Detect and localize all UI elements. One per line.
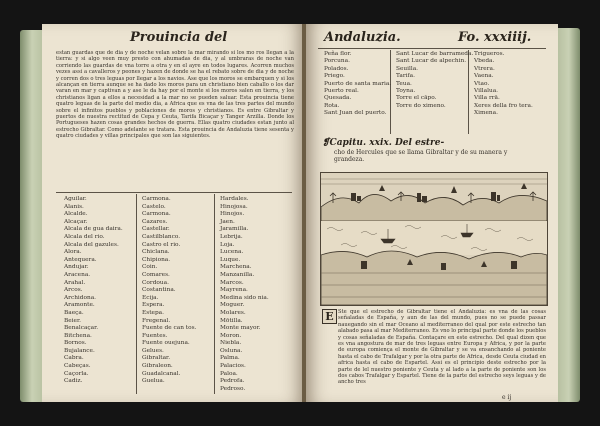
town-name: Costantina.: [142, 287, 176, 294]
town-name: Mōtilla.: [220, 317, 243, 324]
town-name: Vbeda.: [474, 58, 495, 65]
town-name: Carmona.: [142, 211, 171, 218]
town-column: [474, 51, 533, 118]
town-name: Castilblanco.: [142, 233, 181, 240]
town-name: Puerto de santa maria.: [324, 80, 392, 87]
town-name: Fuente de can tos.: [142, 325, 197, 332]
left-page: [42, 24, 304, 402]
town-name: Aracena.: [64, 271, 91, 278]
town-column: [64, 196, 123, 386]
town-name: Cabeças.: [64, 363, 91, 370]
town-name: Toyna.: [396, 88, 416, 95]
town-name: Bujalance.: [64, 347, 95, 354]
left-running-header: Prouincia del: [130, 30, 228, 45]
town-column: [142, 196, 196, 386]
town-name: Villa rrā.: [474, 95, 500, 102]
town-name: Arcos.: [64, 287, 83, 294]
town-name: Molares.: [220, 309, 246, 316]
signature-mark: e ij: [502, 394, 512, 401]
town-name: Castellar.: [142, 226, 170, 233]
town-name: Vaena.: [474, 73, 494, 80]
town-name: Castro el rio.: [142, 241, 181, 248]
town-name: Ximena.: [474, 110, 498, 117]
town-name: Cazares.: [142, 218, 168, 225]
town-name: Alcala del gazules.: [64, 241, 119, 248]
town-name: Fregenal.: [142, 317, 171, 324]
town-name: Antequera.: [64, 256, 97, 263]
town-name: Hinojos.: [220, 211, 245, 218]
table-top-rule: [56, 192, 292, 193]
town-name: Cordoua.: [142, 279, 169, 286]
town-name: Caçorla.: [64, 370, 89, 377]
town-name: Moron.: [220, 332, 242, 339]
town-name: Alora.: [64, 249, 82, 256]
town-name: Cadiz.: [64, 378, 83, 385]
drop-cap: E: [322, 309, 337, 324]
town-name: Alcala de gua daira.: [64, 226, 123, 233]
town-name: Quesada.: [324, 95, 352, 102]
town-name: Archidona.: [64, 294, 97, 301]
town-name: Andujar.: [64, 264, 89, 271]
town-column: [220, 196, 269, 393]
town-name: Hinojosa.: [220, 203, 248, 210]
town-name: Coin.: [142, 264, 158, 271]
town-name: Sant Lucar de alpechin.: [396, 58, 467, 65]
town-name: Mayrena.: [220, 287, 248, 294]
town-name: Moguer.: [220, 302, 245, 309]
town-name: Espera.: [142, 302, 165, 309]
town-name: Estepa.: [142, 309, 164, 316]
table-top-rule: [318, 48, 546, 49]
town-name: Xeres della fro tera.: [474, 102, 533, 109]
town-name: Seuilla.: [396, 65, 418, 72]
town-name: Alcala del rio.: [64, 233, 105, 240]
town-name: Ecija.: [142, 294, 159, 301]
town-name: Castelo.: [142, 203, 166, 210]
left-intro-text: estan guardas que de dia y de noche velan sobre la mar mirando si los mo ros llegan a la tierra: y si algo veen muy presto con ahumadas de dia, y al umbraras de noche van corriendo las guardas de vna torre a otra y en el ayre en todos lugares. Acorren muchos vezes assi a cavalleros y peones y hazen de donde se ha el rebato sobre de dia y de noche y corren dos o tres leguas por llegar a los navios. Ase que los moros se embarquen y si los alcançan en tierra aunque se ha dado los moros para un christiano bien caballo o los dar varan en mar y captivan a y ase le da hay por el monte si los moros salen en tierra, y los christianos ligan a ellos a necesidad a la mar no se pueden saluar. Esta prouincia tiene quatro leguas de la parte del medio dia, a Africa que es vna de las tres partes del mundo sobre el infinitos pueblos y poblaciones de moros y christianos. Es entre Gibraltar y puertos de nuestra rectitud de Cepa y Ceuta, Tarifa Bicaçar y Tanger Arzilla. Donde los Portugueses hazen cosas grandes hechos de guerra. Ellas quatro ciudades estan junto al estrecho Gibraltar. Como adelante se tratara. Esta prouincia de Andaluzia tiene sesenta y quatro ciudades y villas principales que son las siguientes.: [56, 50, 294, 140]
town-name: Manzanilla.: [220, 271, 255, 278]
town-name: Chiclana.: [142, 249, 170, 256]
town-name: Pedrofa.: [220, 378, 245, 385]
open-book: [20, 14, 580, 414]
town-name: Medina sido nia.: [220, 294, 269, 301]
town-name: Lebrija.: [220, 233, 243, 240]
town-name: Marchena.: [220, 264, 252, 271]
town-name: Palacios.: [220, 363, 246, 370]
town-name: Baeça.: [64, 309, 84, 316]
town-name: Osluna.: [220, 347, 243, 354]
town-name: Arahal.: [64, 279, 86, 286]
chapter-subtitle: cho de Hercules que se llama Gibraltar y de su manera y grandeza.: [334, 149, 508, 163]
town-name: Guelua.: [142, 378, 165, 385]
town-name: Rota.: [324, 102, 340, 109]
town-name: Torre el cāpo.: [396, 95, 437, 102]
column-rule: [214, 194, 215, 394]
town-name: Comares.: [142, 271, 170, 278]
town-name: Gibraltar.: [142, 355, 171, 362]
town-name: Aguilar.: [64, 196, 87, 202]
town-column: [396, 51, 473, 110]
town-name: Vtao.: [474, 80, 490, 87]
town-name: Vtrera.: [474, 65, 495, 72]
column-rule: [136, 194, 137, 394]
town-name: Gibraleon.: [142, 363, 173, 370]
town-name: Bornos.: [64, 340, 87, 347]
town-name: Tarifa.: [396, 73, 415, 80]
town-name: Benalcaçar.: [64, 325, 99, 332]
chapter-title: ❡Capitu. xxix. Del estre-: [322, 138, 445, 148]
town-name: Porcuna.: [324, 58, 350, 65]
town-name: Palma.: [220, 355, 240, 362]
town-name: Lucena.: [220, 249, 244, 256]
town-name: Villalua.: [474, 88, 498, 95]
town-name: Alcalde.: [64, 211, 88, 218]
town-name: Loja.: [220, 241, 235, 248]
town-name: Aramonte.: [64, 302, 95, 309]
town-name: Torre do ximeno.: [396, 102, 446, 109]
right-page: [306, 24, 558, 402]
town-name: Puerto real.: [324, 88, 359, 95]
town-name: Luque.: [220, 256, 241, 263]
chapter-body-text: Ste que el estrecho de Gibraltar tiene el Andaluzia: es vna de las cosas señaladas de España, y aun de las del mundo, pues no se puede passar nauegando sin el mar Oceano al mediterraneo del qual por este estrecho tan alabado pasa al mar Mediterraneo. Es vno lo principal parte donde los pueblos y cosas señaladas de España. Contaçare en este estrecho. Del qual dizen que es vna angostura de mar de tres leguas entre Europa y Africa, y por la parte de europa comiença el monte de Gibraltar y se va ensanchando al poniente hasta el cabo de Trafalgar y por la otra parte de Africa, desde Ceuta ciudad en africa hasta el cabo de Espartel. Assi es el principio deste estrecho por la parte de lel nuestro poniente y Ceuta y al lado a la parte de poniente son los dos cabos Trafalgar y Espartel. Tiene de la parte del estrecho seys leguas y de ancho tres: [338, 309, 546, 386]
town-name: Alcaçar.: [64, 218, 88, 225]
town-name: Peña flor.: [324, 51, 352, 57]
town-name: Cabra.: [64, 355, 84, 362]
town-name: Fuentes.: [142, 332, 168, 339]
town-name: Guadalcanal.: [142, 370, 181, 377]
town-name: Fuente ouejuna.: [142, 340, 190, 347]
town-name: Sant Lucar de barrameda.: [396, 51, 474, 57]
town-name: Sant Juan del puerto.: [324, 110, 387, 117]
town-column: [324, 51, 391, 118]
town-name: Teua.: [396, 80, 412, 87]
woodcut-map-strait-of-gibraltar: [320, 172, 548, 306]
folio-number: Fo. xxxiiij.: [458, 30, 532, 45]
town-name: Gelues.: [142, 347, 164, 354]
town-name: Trigueros.: [474, 51, 505, 57]
town-name: Bitchena.: [64, 332, 92, 339]
town-name: Carmona.: [142, 196, 171, 202]
town-name: Niebla.: [220, 340, 242, 347]
woodcut-illustration: [321, 173, 547, 305]
town-name: Paloa.: [220, 370, 238, 377]
town-name: Jaramilla.: [220, 226, 249, 233]
town-name: Priego.: [324, 73, 345, 80]
town-name: Marcos.: [220, 279, 244, 286]
town-name: Hardales.: [220, 196, 249, 202]
town-name: Polados.: [324, 65, 349, 72]
town-name: Jaen.: [220, 218, 235, 225]
town-name: Chipiona.: [142, 256, 171, 263]
town-name: Beier.: [64, 317, 81, 324]
town-name: Pedroso.: [220, 385, 246, 392]
right-running-header: Andaluzia.: [324, 30, 401, 45]
town-name: Alanis.: [64, 203, 84, 210]
pilcrow-icon: ❡: [322, 138, 330, 148]
town-name: Monte mayor.: [220, 325, 261, 332]
